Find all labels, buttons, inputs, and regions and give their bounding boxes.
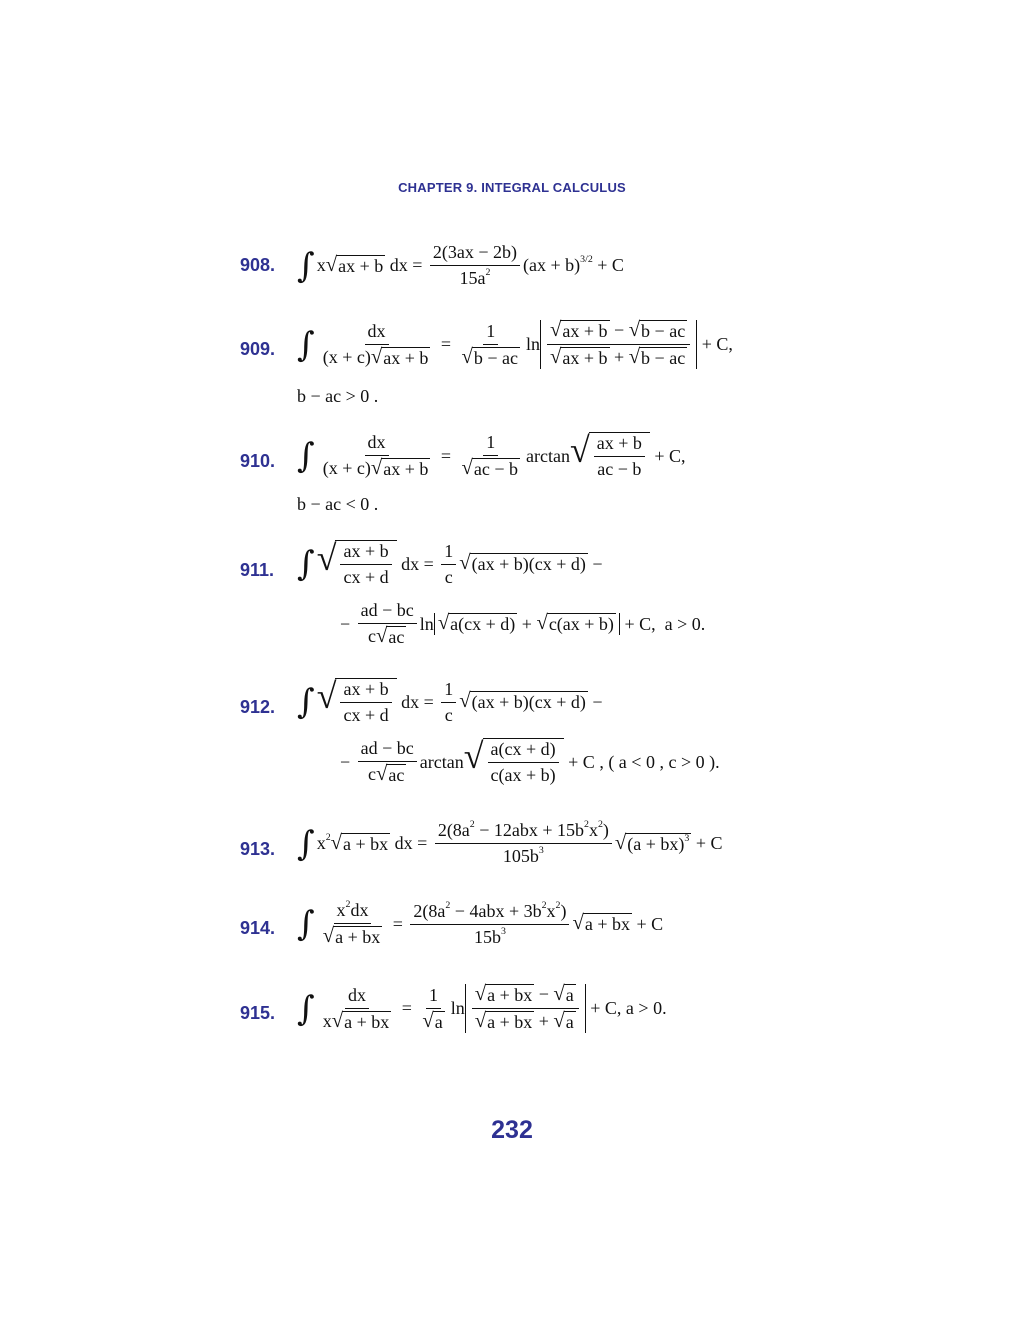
formula-number: 909.	[240, 339, 276, 359]
page-number: 232	[491, 1116, 533, 1144]
chapter-header: CHAPTER 9. INTEGRAL CALCULUS	[398, 180, 626, 195]
formula-number: 915.	[240, 1003, 276, 1023]
condition: b − ac > 0 .	[297, 386, 379, 406]
formula-913: ∫ $x^2$ √ a + bx dx = $\frac{2(8a^2 - 12abx + 15b^2x^2)}{105b^3}$ √ (a + bx)$^3$ + C	[297, 819, 723, 866]
formula-number: 910.	[240, 451, 276, 471]
condition: b − ac < 0 .	[297, 494, 379, 514]
formula-914: ∫ $x^2dx$ √ a + bx = $\frac{2(8a^2 - 4abx + 3b^2x^2)}{15b^3}$ √ a + bx + C	[297, 899, 664, 947]
formula-number: 914.	[240, 918, 276, 938]
formula-911-line2: − ad − bc c √ ac ln √ a(cx + d) + √ c(ax + b) + C, a > 0.	[340, 600, 706, 647]
formula-911-line1: ∫ √ $\frac{ax + b}{cx + d}$ dx = $\frac{1}{c}$ √ (ax + b)(cx + d) −	[297, 538, 603, 587]
formula-number: 912.	[240, 697, 276, 717]
formula-number: 913.	[240, 839, 276, 859]
formula-912-line2: − ad − bc c √ ac arctan √ $\frac{a(cx + d)}{c(ax + b)}$ + C , ( a < 0 , c > 0 ).	[340, 736, 720, 785]
formula-number: 908.	[240, 255, 276, 275]
formula-915: ∫ dx x √ a + bx = 1 √ a ln √ a + bx − √ a √ a + bx + √ a + C, a > 0.	[297, 983, 667, 1032]
formula-909: ∫ dx (x + c) √ ax + b = 1 √ b − ac ln √ ax + b − √ b − ac √ ax + b + √ b − ac + C,	[297, 319, 733, 368]
formula-910: ∫ dx (x + c) √ ax + b = 1 √ ac − b arctan √ $\frac{ax + b}{ac - b}$ + C,	[297, 430, 686, 479]
formula-number: 911.	[240, 560, 275, 580]
formula-912-line1: ∫ √ $\frac{ax + b}{cx + d}$ dx = $\frac{1}{c}$ √ (ax + b)(cx + d) −	[297, 676, 603, 725]
formula-908: ∫ x √ ax + b dx = $\frac{2(3ax - 2b)}{15a^2}$ (ax + b)$^{3/2}$ + C	[297, 242, 624, 288]
